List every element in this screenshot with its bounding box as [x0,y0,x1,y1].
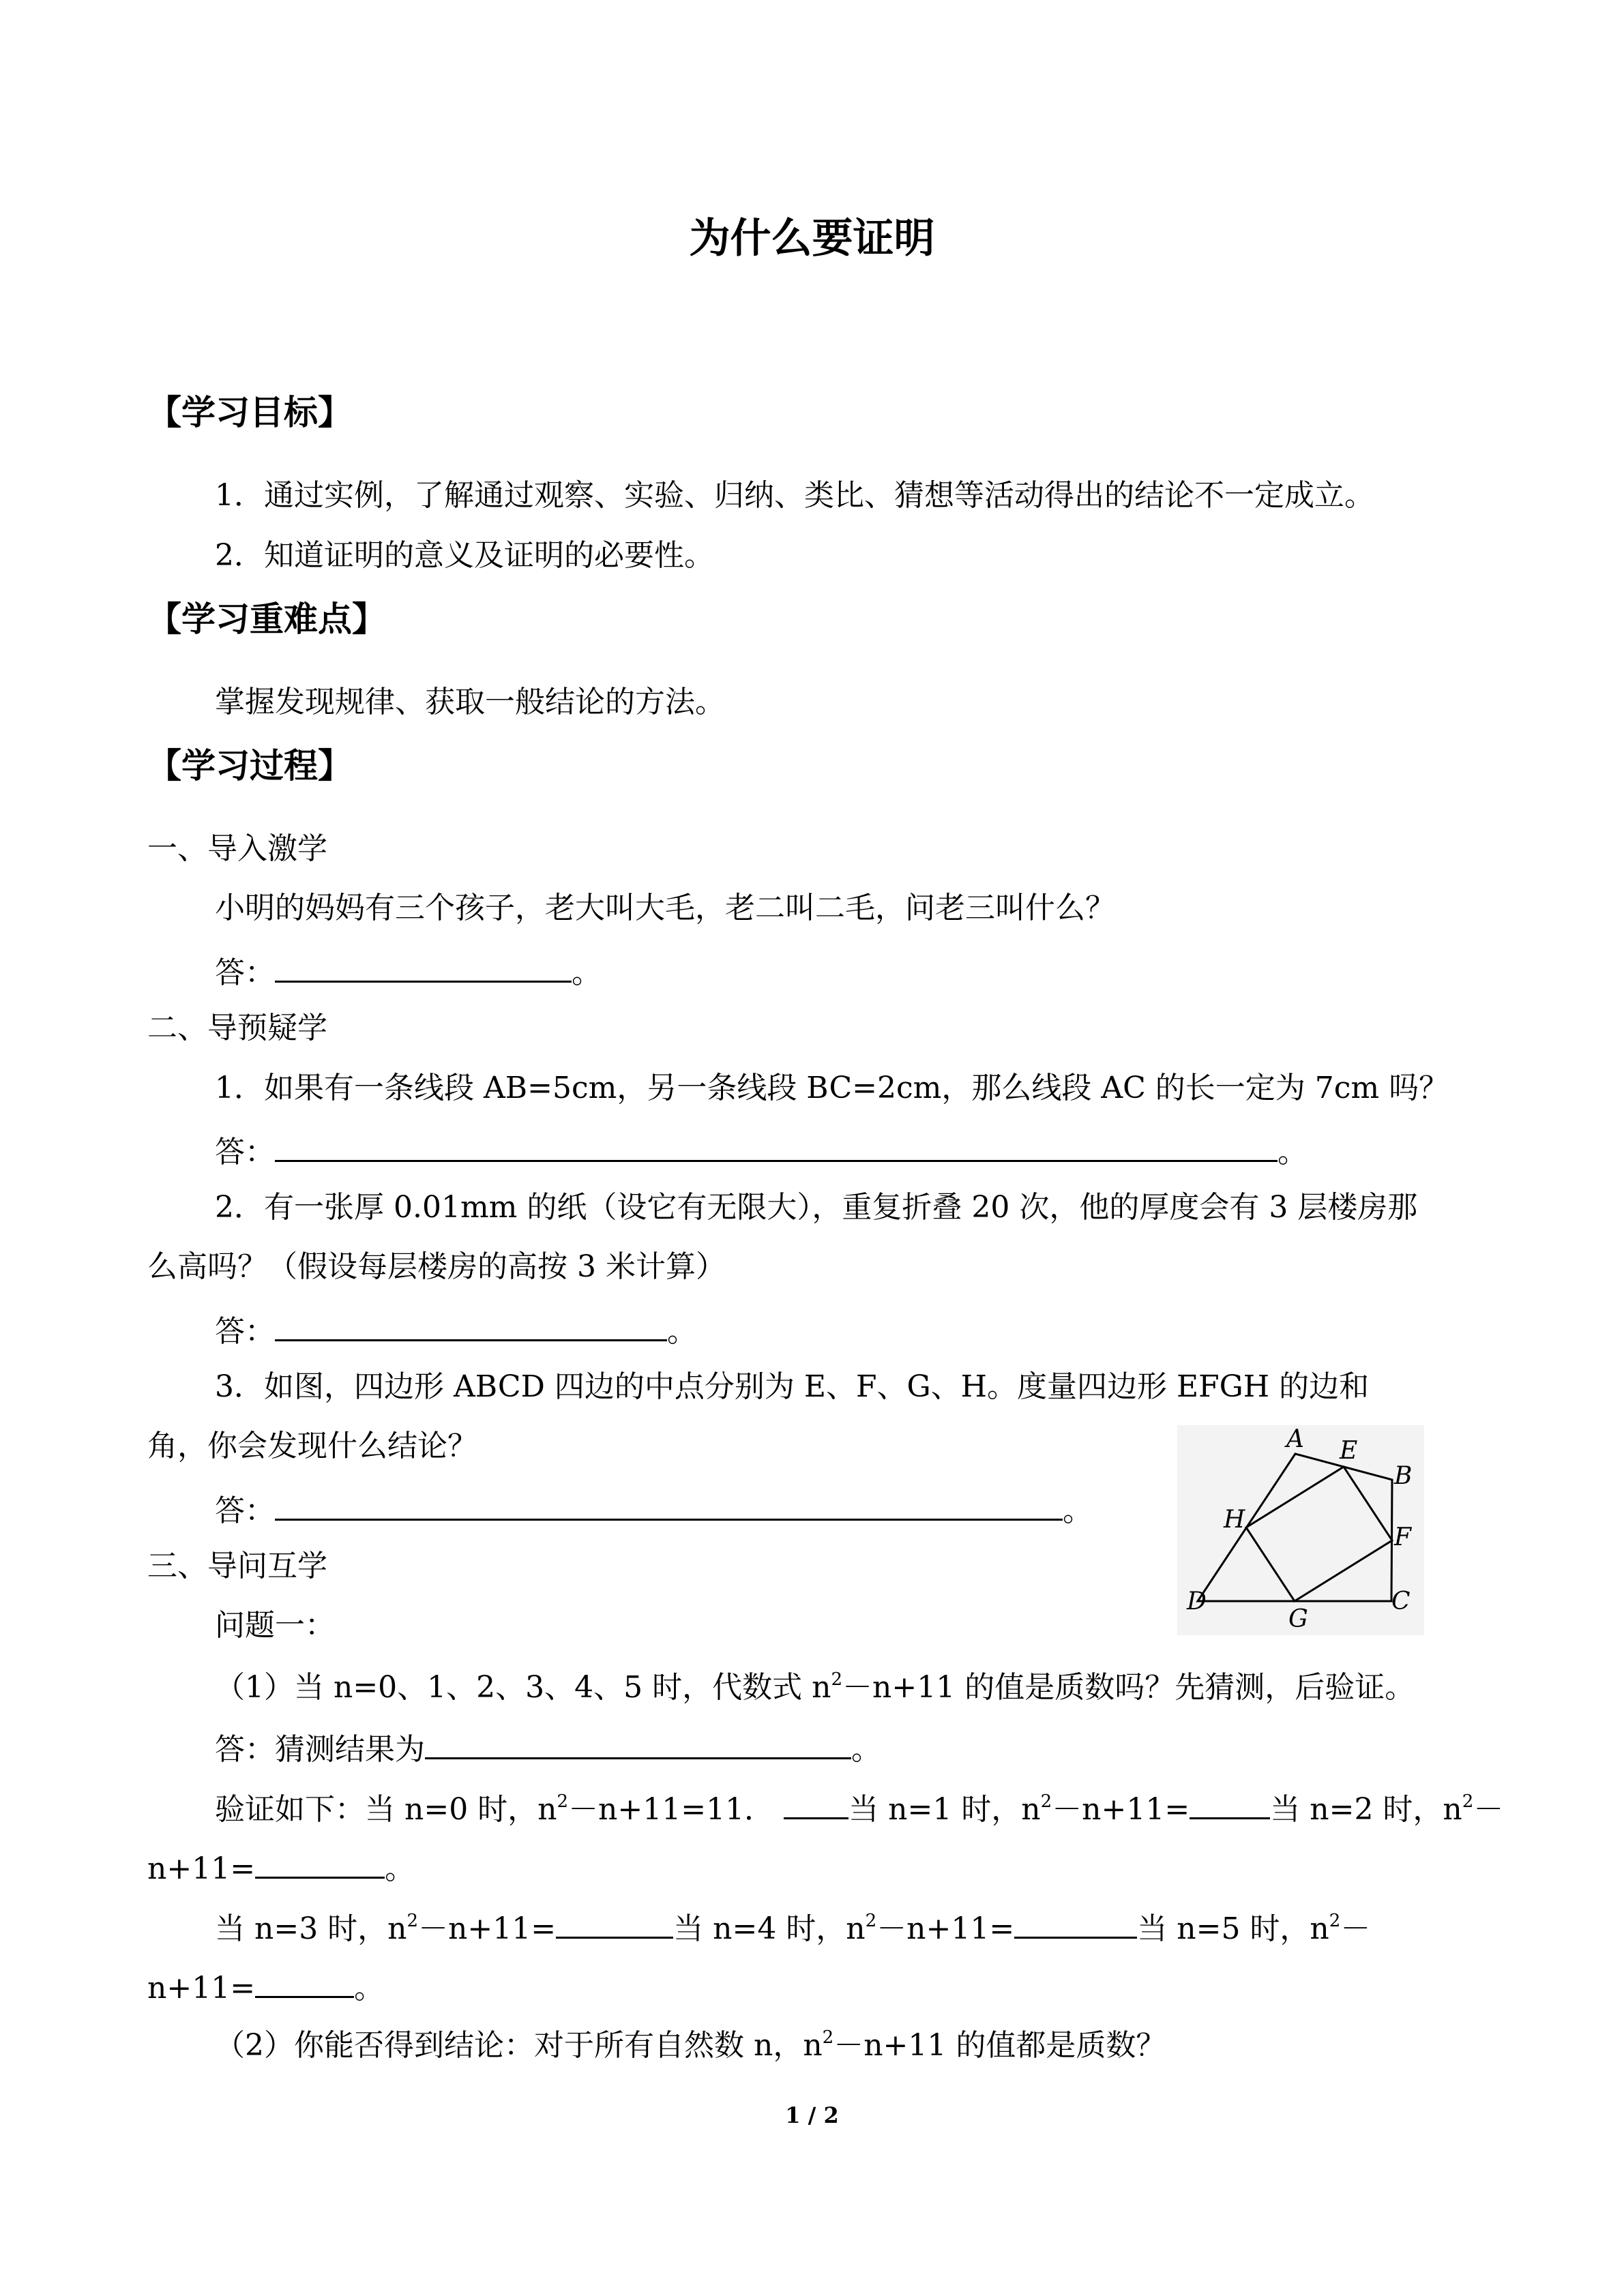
label-g: G [1288,1605,1308,1633]
text: 当 n=4 时，n [673,1911,866,1946]
text: 当 n=3 时，n [215,1911,407,1946]
label-f: F [1394,1523,1411,1551]
superscript: 2 [407,1911,419,1931]
text: 当 n=1 时，n [848,1792,1041,1827]
part2-answer-2 [215,1312,697,1347]
part2-heading: 二、导预疑学 [147,1011,327,1045]
text: （1）当 n=0、1、2、3、4、5 时，代数式 n [215,1670,831,1705]
superscript: 2 [557,1791,569,1812]
process-heading: 【学习过程】 [147,745,352,786]
page-number: 1 / 2 [785,2102,839,2128]
part3-heading: 三、导问互学 [147,1549,327,1583]
verify-line-1 [215,1790,1503,1825]
guess-answer [215,1730,881,1765]
goal-item-1: 1．通过实例，了解通过观察、实验、归纳、类比、猜想等活动得出的结论不一定成立。 [215,478,1374,513]
text: 验证如下：当 n=0 时，n [215,1792,557,1827]
period: 。 [1063,1493,1093,1528]
answer-blank[interactable] [784,1790,848,1819]
part2-question-2-line2: 么高吗？（假设每层楼房的高按 3 米计算） [147,1249,726,1284]
page-title: 为什么要证明 [689,215,935,263]
period: 。 [572,955,602,990]
problem-1-sub-1 [215,1671,1415,1703]
period: 。 [1278,1135,1308,1169]
part2-question-1: 1．如果有一条线段 AB=5cm，另一条线段 BC=2cm，那么线段 AC 的长一定为 7cm 吗？ [215,1071,1449,1105]
verify-line-3 [215,1909,1370,1944]
problem-1-label: 问题一： [215,1608,335,1643]
part2-answer-1 [215,1133,1308,1167]
text: －n+11= [876,1911,1015,1946]
superscript: 2 [831,1669,843,1690]
part1-heading: 一、导入激学 [147,831,327,866]
text: －n+11=11． [568,1792,775,1827]
text: －n+11= [1052,1792,1190,1827]
part1-answer [215,953,602,988]
answer-blank[interactable] [275,1491,1063,1521]
label-a: A [1286,1425,1304,1453]
answer-label: 答： [215,1135,275,1169]
answer-label: 答： [215,1314,275,1349]
answer-label: 答： [215,1493,275,1528]
problem-1-sub-2 [215,2029,1166,2061]
text: － [1473,1792,1504,1827]
text: －n+11 的值是质数吗？先猜测，后验证。 [842,1670,1415,1705]
answer-blank[interactable] [275,1312,667,1341]
superscript: 2 [1329,1911,1341,1931]
period: 。 [385,1851,415,1886]
figure-background [1177,1425,1424,1635]
answer-blank[interactable] [255,1969,354,1998]
period: 。 [667,1314,697,1349]
answer-blank[interactable] [1014,1909,1137,1939]
key-points-text: 掌握发现规律、获取一般结论的方法。 [215,685,725,719]
superscript: 2 [865,1911,877,1931]
label-h: H [1224,1506,1245,1534]
superscript: 2 [822,2027,834,2048]
period: 。 [354,1971,385,2006]
superscript: 2 [1462,1791,1474,1812]
answer-blank[interactable] [556,1909,673,1939]
guess-label: 答：猜测结果为 [215,1732,425,1767]
label-b: B [1394,1462,1413,1490]
text: n+11= [147,1971,256,2006]
text: （2）你能否得到结论：对于所有自然数 n，n [215,2028,823,2063]
goals-heading: 【学习目标】 [147,392,352,432]
part2-answer-3 [215,1491,1093,1526]
verify-line-4 [147,1969,385,2006]
answer-blank[interactable] [425,1730,851,1759]
superscript: 2 [1040,1791,1052,1812]
label-d: D [1187,1587,1207,1615]
answer-blank[interactable] [255,1849,385,1879]
text: 当 n=5 时，n [1137,1911,1329,1946]
text: n+11= [147,1851,256,1886]
part2-question-3-line1: 3．如图，四边形 ABCD 四边的中点分别为 E、F、G、H。度量四边形 EFGH 的边和 [215,1369,1370,1404]
label-c: C [1391,1587,1411,1615]
text: －n+11= [418,1911,557,1946]
part2-question-2-line1: 2．有一张厚 0.01mm 的纸（设它有无限大），重复折叠 20 次，他的厚度会有 3 层楼房那 [215,1190,1418,1225]
answer-blank[interactable] [275,1133,1278,1162]
answer-blank[interactable] [275,953,572,983]
answer-blank[interactable] [1190,1790,1270,1819]
key-points-heading: 【学习重难点】 [147,599,386,639]
text: 当 n=2 时，n [1270,1792,1462,1827]
label-e: E [1340,1437,1358,1465]
quadrilateral-figure [1177,1425,1424,1635]
text: －n+11 的值都是质数？ [833,2028,1166,2063]
period: 。 [851,1732,881,1767]
goal-item-2: 2．知道证明的意义及证明的必要性。 [215,538,714,573]
part2-question-3-line2: 角，你会发现什么结论？ [147,1429,477,1463]
text: － [1340,1911,1371,1946]
verify-line-2 [147,1849,415,1884]
answer-label: 答： [215,955,275,990]
part1-question: 小明的妈妈有三个孩子，老大叫大毛，老二叫二毛，问老三叫什么？ [215,891,1115,925]
